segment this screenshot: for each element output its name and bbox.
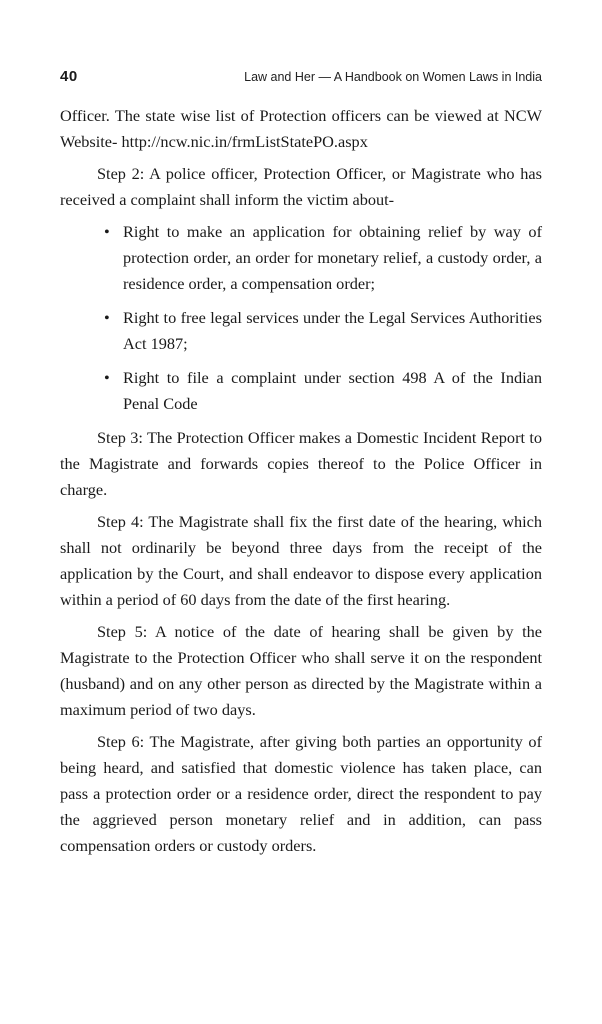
list-item — [60, 305, 542, 357]
page-body — [60, 103, 542, 859]
rights-list — [60, 219, 542, 417]
page-header — [60, 68, 542, 85]
bullet-icon: • — [104, 368, 110, 387]
step-3-paragraph: Step 3: The Protection Officer makes a Domestic Incident Report to the Magistrate and forwards copies thereof to the Police Officer in charge. — [60, 428, 542, 499]
running-head: Law and Her — A Handbook on Women Laws in India — [244, 70, 542, 84]
step-5-paragraph: Step 5: A notice of the date of hearing shall be given by the Magistrate to the Protection Officer who shall serve it on the respondent (husband) and on any other person as directed by the Magistrate within a maximum period of two days. — [60, 622, 542, 719]
intro-paragraph: Officer. The state wise list of Protection officers can be viewed at NCW Website- http://ncw.nic.in/frmListStatePO.aspx — [60, 106, 542, 151]
page-number: 40 — [60, 68, 78, 85]
list-item — [60, 219, 542, 297]
list-item-text: Right to make an application for obtaining relief by way of protection order, an order for monetary relief, a custody order, a residence order, a compensation order; — [123, 222, 542, 293]
list-item — [60, 365, 542, 417]
step-4-paragraph: Step 4: The Magistrate shall fix the first date of the hearing, which shall not ordinarily be beyond three days from the receipt of the application by the Court, and shall endeavor to dispose every application within a period of 60 days from the date of the first hearing. — [60, 512, 542, 609]
step-6-paragraph: Step 6: The Magistrate, after giving both parties an opportunity of being heard, and satisfied that domestic violence has taken place, can pass a protection order or a residence order, direct the respondent to pay the aggrieved person monetary relief and in addition, can pass compensation orders or custody orders. — [60, 732, 542, 855]
list-item-text: Right to free legal services under the Legal Services Authorities Act 1987; — [123, 308, 542, 353]
book-page — [60, 68, 542, 865]
bullet-icon: • — [104, 222, 110, 241]
step-2-paragraph: Step 2: A police officer, Protection Officer, or Magistrate who has received a complaint shall inform the victim about- — [60, 164, 542, 209]
bullet-icon: • — [104, 308, 110, 327]
list-item-text: Right to file a complaint under section 498 A of the Indian Penal Code — [123, 368, 542, 413]
